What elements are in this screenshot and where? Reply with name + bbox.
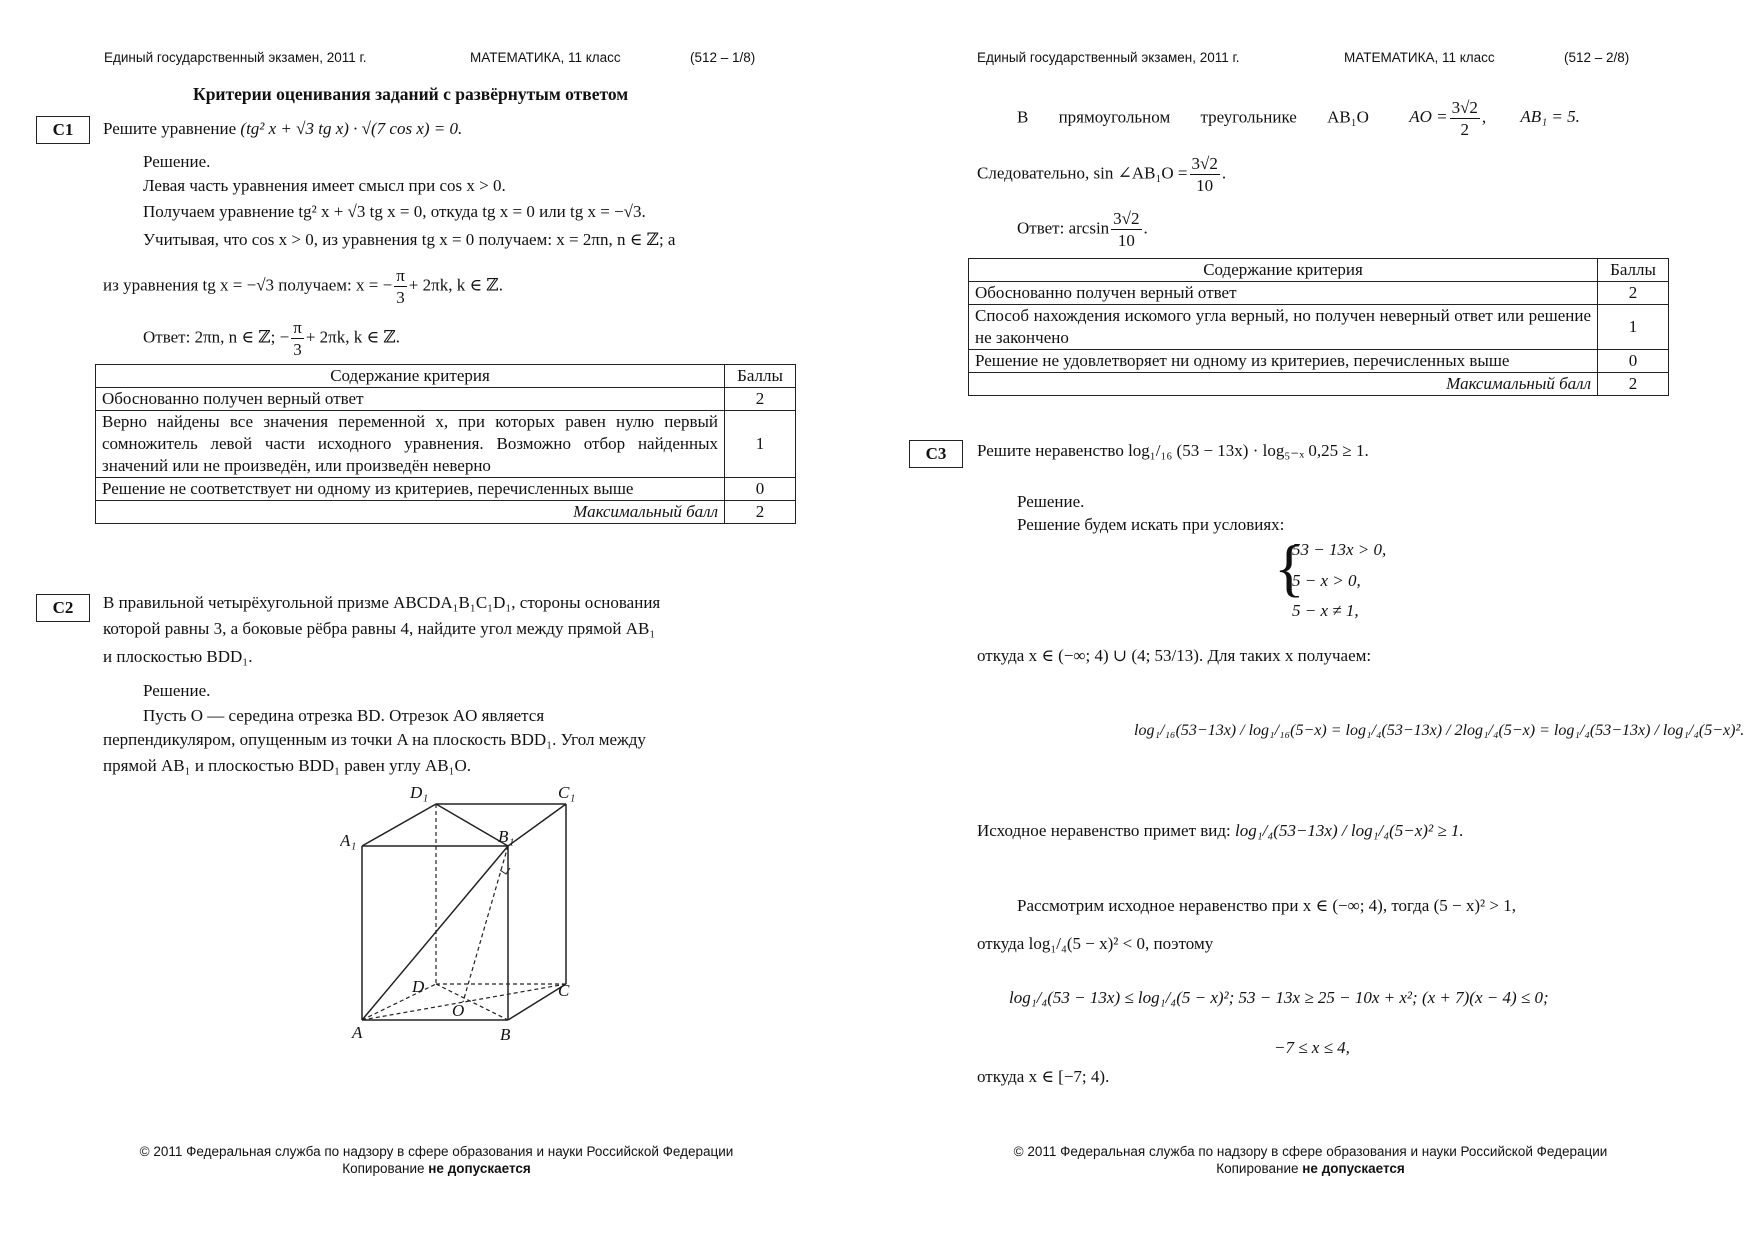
label-D: D <box>412 977 425 996</box>
c1-solution-heading: Решение. <box>143 152 211 171</box>
c3-condition-3: 5 − x ≠ 1, <box>1292 601 1359 620</box>
header-exam: Единый государственный экзамен, 2011 г. <box>104 50 367 65</box>
c3-inequality: Исходное неравенство примет вид: log₁/₄(53−13x) / log₁/₄(5−x)² ≥ 1. <box>977 821 1464 840</box>
task-label-c2: C2 <box>36 594 90 622</box>
c3-consider: Рассмотрим исходное неравенство при x ∈ (−∞; 4), тогда (5 − x)² > 1, <box>1017 896 1516 915</box>
table-head-points: Баллы <box>725 365 796 388</box>
task-label-c3: C3 <box>909 440 963 468</box>
c1-line-3: Учитывая, что cos x > 0, из уравнения tg x = 0 получаем: x = 2πn, n ∈ ℤ; а <box>143 230 676 249</box>
label-A: A <box>352 1023 363 1042</box>
c2-statement-3: и плоскостью BDD₁. <box>103 647 253 666</box>
label-B1: B₁ <box>498 827 515 846</box>
label-O: O <box>452 1001 465 1020</box>
header-subject: МАТЕМАТИКА, 11 класс <box>470 50 621 65</box>
label-B: B <box>500 1025 511 1044</box>
c3-conditions-intro: Решение будем искать при условиях: <box>1017 515 1285 534</box>
table-row-max: Максимальный балл 2 <box>96 501 796 524</box>
c2-statement-2: которой равны 3, а боковые рёбра равны 4, найдите угол между прямой AB₁ <box>103 619 656 638</box>
c1-statement: Решите уравнение (tg² x + √3 tg x) · √(7 cos x) = 0. <box>103 119 463 138</box>
c2-solution-heading: Решение. <box>143 681 211 700</box>
table-head-criterion: Содержание критерия <box>969 259 1598 282</box>
c3-chain: log₁/₄(53 − 13x) ≤ log₁/₄(5 − x)²; 53 − 13x ≥ 25 − 10x + x²; (x + 7)(x − 4) ≤ 0; <box>1009 988 1549 1007</box>
c3-final: откуда x ∈ [−7; 4). <box>977 1067 1110 1086</box>
table-row-max: Максимальный балл 2 <box>969 373 1669 396</box>
c1-criteria-table <box>95 364 796 524</box>
label-C1: C₁ <box>558 783 576 802</box>
c2-criteria-table <box>968 258 1669 396</box>
prism-figure <box>340 782 600 1052</box>
c3-statement: Решите неравенство log₁/₁₆ (53 − 13x) · log₅₋ₓ 0,25 ≥ 1. <box>977 441 1369 460</box>
footer <box>874 1143 1747 1177</box>
page-1 <box>0 0 873 1239</box>
table-row: Обоснованно получен верный ответ 2 <box>969 282 1669 305</box>
footer-copy-notice: Копирование не допускается <box>1216 1161 1405 1176</box>
task-label-c1: C1 <box>36 116 90 144</box>
label-A1: A₁ <box>340 831 357 850</box>
c2-statement-1: В правильной четырёхугольной призме ABCDA₁B₁C₁D₁, стороны основания <box>103 593 661 612</box>
table-row: Решение не соответствует ни одному из критериев, перечисленных выше 0 <box>96 478 796 501</box>
table-head-criterion: Содержание критерия <box>96 365 725 388</box>
c2-answer: Ответ: arcsin $\frac{3√2}{10}$ . <box>1017 209 1148 250</box>
c1-line-2: Получаем уравнение tg² x + √3 tg x = 0, откуда tg x = 0 или tg x = −√3. <box>143 202 646 221</box>
page-2 <box>874 0 1747 1239</box>
c3-hence: откуда log₁/₄(5 − x)² < 0, поэтому <box>977 934 1214 953</box>
header-exam: Единый государственный экзамен, 2011 г. <box>977 50 1240 65</box>
footer-copyright: © 2011 Федеральная служба по надзору в сфере образования и науки Российской Федерации <box>139 1144 734 1159</box>
c2-cont-line-1: В прямоугольном треугольнике AB₁O AO = $\frac{3√2}{2}$ , AB₁ = 5. <box>1017 98 1580 139</box>
page-title: Критерии оценивания заданий с развёрнутым ответом <box>193 84 629 104</box>
system-brace: { <box>1274 532 1305 603</box>
footer <box>0 1143 873 1177</box>
c1-line-1: Левая часть уравнения имеет смысл при cos x > 0. <box>143 176 506 195</box>
table-row: Обоснованно получен верный ответ 2 <box>96 388 796 411</box>
c3-condition-2: 5 − x > 0, <box>1292 571 1361 590</box>
c2-solution-1: Пусть O — середина отрезка BD. Отрезок AO является <box>143 706 545 725</box>
header-code: (512 – 2/8) <box>1564 50 1630 65</box>
footer-copyright: © 2011 Федеральная служба по надзору в сфере образования и науки Российской Федерации <box>1013 1144 1608 1159</box>
c2-cont-line-2: Следовательно, sin ∠AB₁O = $\frac{3√2}{10}$ . <box>977 154 1227 195</box>
c3-transform: log₁/₁₆(53−13x) / log₁/₁₆(5−x) = log₁/₄(53−13x) / 2log₁/₄(5−x) = log₁/₄(53−13x) / log₁/₄(5−x)². <box>1134 722 1745 739</box>
table-row: Способ нахождения искомого угла верный, но получен неверный ответ или решение не закончено 1 <box>969 305 1669 350</box>
c1-answer: Ответ: 2πn, n ∈ ℤ; − $\frac{\pi}{3}$ + 2πk, k ∈ ℤ. <box>143 318 400 359</box>
c3-condition-1: 53 − 13x > 0, <box>1292 540 1387 559</box>
label-D1: D₁ <box>410 783 429 802</box>
table-head-points: Баллы <box>1598 259 1669 282</box>
c2-solution-3: прямой AB₁ и плоскостью BDD₁ равен углу AB₁O. <box>103 756 472 775</box>
table-row: Решение не удовлетворяет ни одному из критериев, перечисленных выше 0 <box>969 350 1669 373</box>
c2-solution-2: перпендикуляром, опущенным из точки A на плоскость BDD₁. Угол между <box>103 730 646 749</box>
c3-range: −7 ≤ x ≤ 4, <box>1274 1038 1350 1057</box>
label-C: C <box>558 981 570 1000</box>
header-code: (512 – 1/8) <box>690 50 756 65</box>
header-subject: МАТЕМАТИКА, 11 класс <box>1344 50 1495 65</box>
c3-solution-heading: Решение. <box>1017 492 1085 511</box>
table-row: Верно найдены все значения переменной x, при которых равен нулю первый сомножитель левой части исходного уравнения. Возможно отбор найденных значений или не произведён, или произведён неверно 1 <box>96 411 796 478</box>
c3-domain-line: откуда x ∈ (−∞; 4) ∪ (4; 53/13). Для таких x получаем: <box>977 646 1372 665</box>
footer-copy-notice: Копирование не допускается <box>342 1161 531 1176</box>
c1-line-4: из уравнения tg x = −√3 получаем: x = − $\frac{\pi}{3}$ + 2πk, k ∈ ℤ. <box>103 266 503 307</box>
